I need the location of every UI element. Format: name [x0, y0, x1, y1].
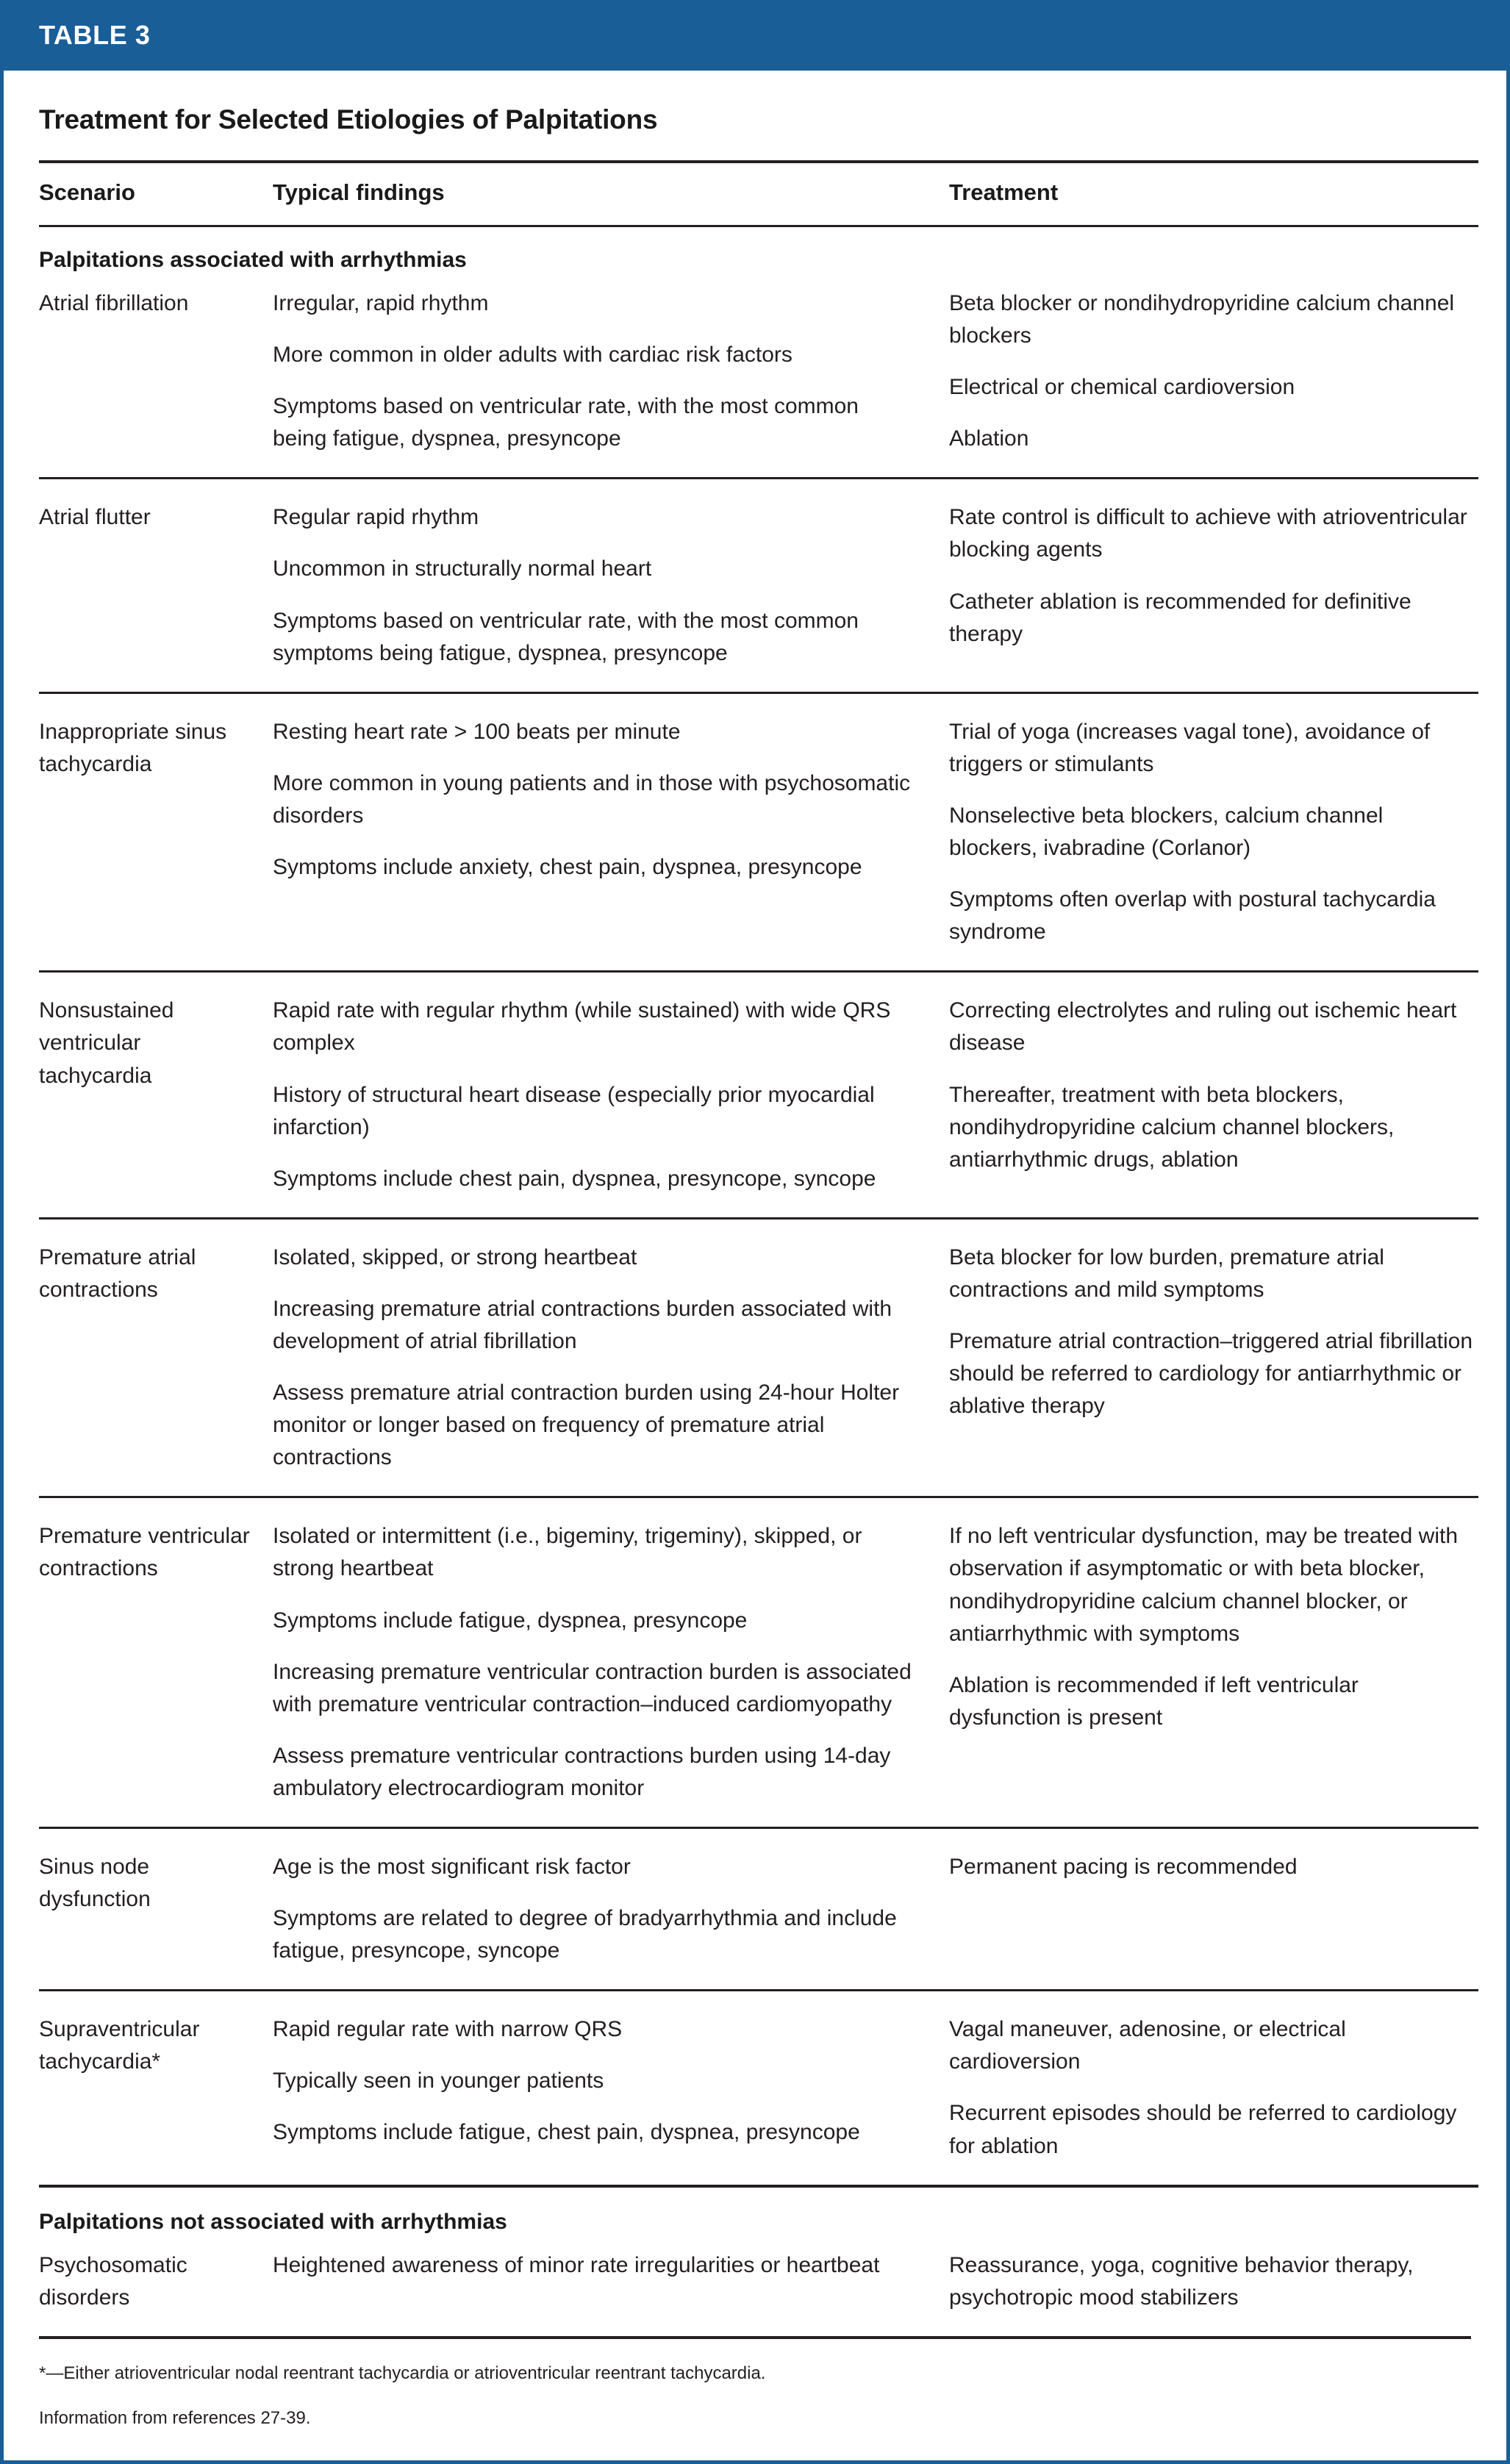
section-heading-arrhythmias: Palpitations associated with arrhythmias: [39, 248, 467, 272]
etiologies-table: [39, 160, 1478, 2336]
table-row: [39, 692, 1478, 972]
finding-item: Typically seen in younger patients: [273, 2069, 604, 2094]
row-treatment: [949, 479, 1478, 692]
finding-item: Assess premature ventricular contractions burden using 14-day ambulatory electrocardiogram monitor: [273, 1743, 891, 1800]
treatment-item: Trial of yoga (increases vagal tone), avoidance of triggers or stimulants: [949, 719, 1431, 776]
table-banner: [4, 0, 1506, 71]
finding-item: Resting heart rate > 100 beats per minute: [273, 719, 681, 744]
row-treatment: [949, 277, 1478, 479]
row-treatment: [949, 692, 1478, 972]
table-header: [39, 162, 1478, 226]
section-heading-row: [39, 2186, 1478, 2239]
row-scenario: Psychosomatic disorders: [39, 2252, 187, 2310]
table-row: [39, 2239, 1478, 2336]
table-row: [39, 1991, 1478, 2186]
row-treatment: [949, 972, 1478, 1218]
row-scenario: Atrial flutter: [39, 479, 273, 692]
table-number-label: TABLE 3: [39, 20, 151, 50]
row-scenario: Sinus node dysfunction: [39, 1828, 273, 1991]
row-findings: [273, 1828, 949, 1991]
table-header-row: [39, 162, 1478, 226]
row-treatment: [949, 1991, 1478, 2186]
finding-item: Rapid regular rate with narrow QRS: [273, 2017, 623, 2042]
table-row: [39, 1497, 1478, 1828]
row-scenario: Supraventricular tachycardia*: [39, 1991, 273, 2186]
table-row: [39, 479, 1478, 692]
row-scenario: Premature ventricular contractions: [39, 1497, 273, 1828]
row-scenario: Atrial fibrillation: [39, 291, 189, 315]
finding-item: Increasing premature atrial contractions burden associated with development of atrial fibrillation: [273, 1296, 892, 1353]
row-scenario: Inappropriate sinus tachycardia: [39, 692, 273, 972]
finding-item: Symptoms based on ventricular rate, with the most common symptoms being fatigue, dyspnea, presyncope: [273, 608, 859, 665]
row-findings: [273, 2239, 949, 2336]
treatment-item: Rate control is difficult to achieve with atrioventricular blocking agents: [949, 505, 1467, 562]
row-treatment: [949, 1497, 1478, 1828]
table-body-rows: [39, 226, 1478, 2336]
treatment-item: Reassurance, yoga, cognitive behavior therapy, psychotropic mood stabilizers: [949, 2252, 1414, 2310]
row-findings: [273, 1218, 949, 1497]
treatment-item: Thereafter, treatment with beta blockers, nondihydropyridine calcium channel blockers, antiarrhythmic drugs, ablation: [949, 1082, 1395, 1172]
column-header-treatment: Treatment: [949, 162, 1478, 226]
treatment-item: Electrical or chemical cardioversion: [949, 375, 1295, 400]
row-findings: [273, 692, 949, 972]
treatment-item: Recurrent episodes should be referred to cardiology for ablation: [949, 2101, 1457, 2158]
finding-item: Symptoms are related to degree of bradyarrhythmia and include fatigue, presyncope, syncope: [273, 1906, 897, 1963]
row-findings: [273, 479, 949, 692]
treatment-item: Catheter ablation is recommended for definitive therapy: [949, 589, 1411, 646]
treatment-item: If no left ventricular dysfunction, may be treated with observation if asymptomatic or with beta blocker, nondihydropyridine calcium channel blocker, or antiarrhythmic with symptoms: [949, 1524, 1459, 1646]
footnotes: [39, 2336, 1471, 2460]
row-treatment: [949, 2239, 1478, 2336]
finding-item: Assess premature atrial contraction burden using 24-hour Holter monitor or longer based on frequency of premature atrial contractions: [273, 1380, 900, 1470]
finding-item: Increasing premature ventricular contraction burden is associated with premature ventricular contraction–induced cardiomyopathy: [273, 1659, 912, 1716]
row-scenario: Premature atrial contractions: [39, 1218, 273, 1497]
section-heading-row: [39, 226, 1478, 278]
finding-item: Symptoms include anxiety, chest pain, dyspnea, presyncope: [273, 855, 862, 880]
table-row: [39, 1828, 1478, 1991]
finding-item: Irregular, rapid rhythm: [273, 291, 489, 315]
treatment-item: Premature atrial contraction–triggered atrial fibrillation should be referred to cardiology for antiarrhythmic or ablative therapy: [949, 1328, 1473, 1419]
treatment-item: Permanent pacing is recommended: [949, 1855, 1298, 1879]
row-treatment: [949, 1218, 1478, 1497]
treatment-item: Correcting electrolytes and ruling out ischemic heart disease: [949, 998, 1457, 1056]
finding-item: Symptoms based on ventricular rate, with the most common being fatigue, dyspnea, presyncope: [273, 394, 859, 451]
treatment-item: Symptoms often overlap with postural tachycardia syndrome: [949, 887, 1436, 945]
treatment-item: Vagal maneuver, adenosine, or electrical cardioversion: [949, 2017, 1346, 2074]
row-scenario: Nonsustained ventricular tachycardia: [39, 972, 273, 1218]
finding-item: Symptoms include fatigue, chest pain, dyspnea, presyncope: [273, 2120, 860, 2145]
finding-item: Symptoms include chest pain, dyspnea, presyncope, syncope: [273, 1166, 876, 1191]
footnote-references: Information from references 27-39.: [39, 2408, 311, 2429]
table-title: Treatment for Selected Etiologies of Palpitations: [39, 104, 658, 135]
treatment-item: Ablation is recommended if left ventricular dysfunction is present: [949, 1672, 1359, 1730]
table-body: [4, 71, 1506, 2460]
row-findings: [273, 972, 949, 1218]
finding-item: Symptoms include fatigue, dyspnea, presyncope: [273, 1608, 748, 1633]
column-header-findings: Typical findings: [273, 162, 949, 226]
table-row: [39, 1218, 1478, 1497]
table-row: [39, 277, 1478, 479]
finding-item: History of structural heart disease (especially prior myocardial infarction): [273, 1082, 875, 1139]
finding-item: Isolated or intermittent (i.e., bigeminy, trigeminy), skipped, or strong heartbeat: [273, 1524, 862, 1581]
finding-item: Heightened awareness of minor rate irregularities or heartbeat: [273, 2252, 880, 2277]
finding-item: Rapid rate with regular rhythm (while sustained) with wide QRS complex: [273, 998, 891, 1056]
row-findings: [273, 1497, 949, 1828]
finding-item: Age is the most significant risk factor: [273, 1855, 631, 1879]
table-row: [39, 972, 1478, 1218]
finding-item: Regular rapid rhythm: [273, 505, 479, 530]
footnote-asterisk: *—Either atrioventricular nodal reentrant tachycardia or atrioventricular reentrant tachycardia.: [39, 2363, 766, 2383]
treatment-item: Beta blocker or nondihydropyridine calcium channel blockers: [949, 291, 1455, 348]
finding-item: Uncommon in structurally normal heart: [273, 556, 652, 581]
treatment-item: Beta blocker for low burden, premature atrial contractions and mild symptoms: [949, 1244, 1384, 1302]
treatment-item: Ablation: [949, 426, 1029, 451]
finding-item: More common in older adults with cardiac risk factors: [273, 343, 792, 368]
finding-item: Isolated, skipped, or strong heartbeat: [273, 1244, 637, 1269]
row-findings: [273, 277, 949, 479]
row-treatment: [949, 1828, 1478, 1991]
column-header-scenario: Scenario: [39, 162, 273, 226]
row-findings: [273, 1991, 949, 2186]
treatment-item: Nonselective beta blockers, calcium channel blockers, ivabradine (Corlanor): [949, 803, 1384, 861]
section-heading-non-arrhythmias: Palpitations not associated with arrhythmias: [39, 2186, 1478, 2239]
finding-item: More common in young patients and in those with psychosomatic disorders: [273, 770, 911, 828]
